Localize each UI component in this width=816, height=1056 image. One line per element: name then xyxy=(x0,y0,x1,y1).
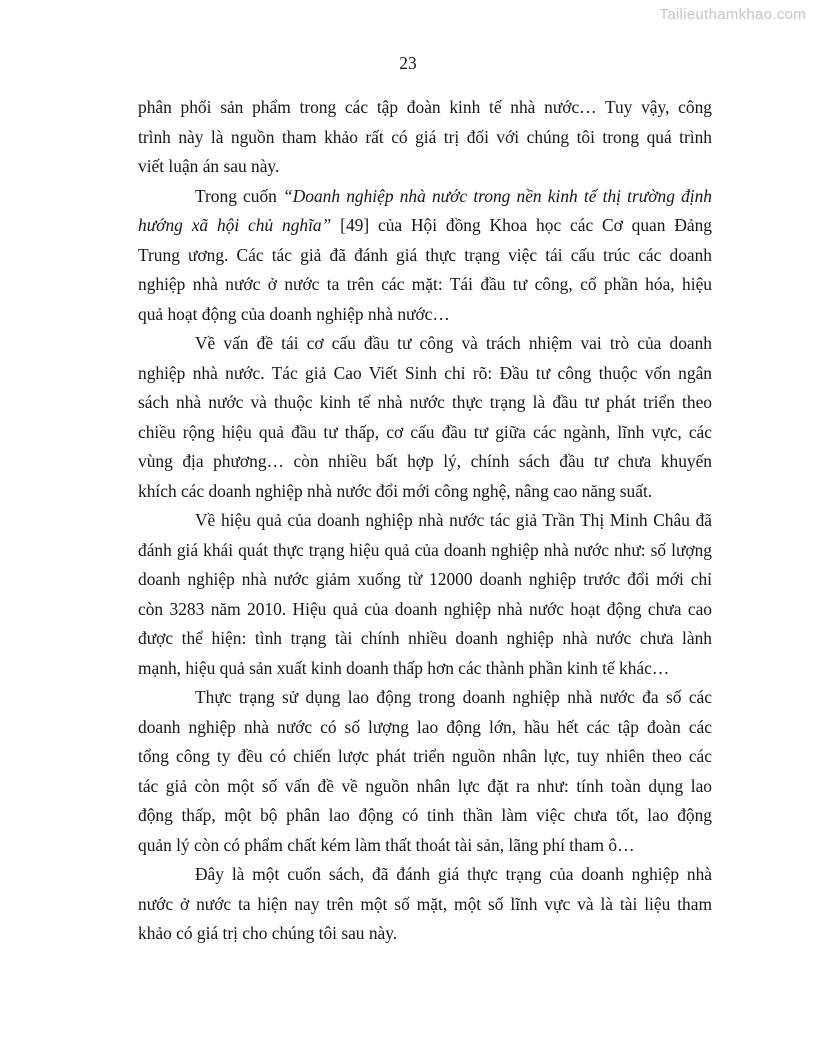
text-line xyxy=(138,182,712,212)
paragraph xyxy=(138,93,712,182)
document-body xyxy=(138,93,712,949)
italic-text-segment: “Doanh nghiệp nhà nước trong nền kinh tế thị trường định xyxy=(283,185,712,206)
text-segment: Về hiệu quả của doanh nghiệp nhà nước tác giả Trần Thị Minh Châu đã xyxy=(195,510,712,530)
text-segment: nghiệp nhà nước ở nước ta trên các mặt: Tái đầu tư công, cổ phần hóa, hiệu xyxy=(138,274,712,294)
paragraph xyxy=(138,182,712,330)
watermark-text: Tailieuthamkhao.com xyxy=(659,6,806,23)
text-segment: được thể hiện: tình trạng tài chính nhiều doanh nghiệp nhà nước chưa lành xyxy=(138,628,712,648)
text-segment: doanh nghiệp nhà nước giảm xuống từ 12000 doanh nghiệp trước đổi mới chỉ xyxy=(138,569,712,589)
text-line xyxy=(138,388,712,418)
text-segment: động thấp, một bộ phân lao động có tinh thần làm việc chưa tốt, lao động xyxy=(138,805,712,825)
text-segment: vùng địa phương… còn nhiều bất hợp lý, chính sách đầu tư chưa khuyến xyxy=(138,451,712,471)
text-segment: sách nhà nước và thuộc kinh tế nhà nước thực trạng là đầu tư phát triển theo xyxy=(138,392,712,412)
text-segment: nghiệp nhà nước. Tác giả Cao Viết Sinh chỉ rõ: Đầu tư công thuộc vốn ngân xyxy=(138,362,712,383)
text-segment: phân phối sản phẩm trong các tập đoàn kinh tế nhà nước… Tuy vậy, công xyxy=(138,97,712,117)
text-line xyxy=(138,831,712,861)
paragraph xyxy=(138,506,712,683)
text-segment: Về vấn đề tái cơ cấu đầu tư công và trách nhiệm vai trò của doanh xyxy=(195,333,712,353)
text-line xyxy=(138,713,712,743)
paragraph xyxy=(138,329,712,506)
paragraph xyxy=(138,683,712,860)
paragraph xyxy=(138,860,712,949)
text-segment: khích các doanh nghiệp nhà nước đổi mới công nghệ, nâng cao năng suất. xyxy=(138,480,653,501)
text-segment: Trong cuốn xyxy=(195,185,284,206)
text-line xyxy=(138,477,712,507)
text-segment: trình này là nguồn tham khảo rất có giá trị đối với chúng tôi trong quá trình xyxy=(138,126,712,147)
text-segment: Trung ương. Các tác giả đã đánh giá thực trạng việc tái cấu trúc các doanh xyxy=(138,244,712,265)
page-number: 23 xyxy=(399,53,417,73)
italic-text-segment: hướng xã hội chủ nghĩa” xyxy=(138,215,332,235)
text-segment: tác giả còn một số vấn đề về nguồn nhân lực đặt ra như: tính toàn dụng lao xyxy=(138,775,712,796)
text-segment: quả hoạt động của doanh nghiệp nhà nước… xyxy=(138,303,450,324)
text-line xyxy=(138,300,712,330)
text-segment: khảo có giá trị cho chúng tôi sau này. xyxy=(138,923,398,943)
text-line xyxy=(138,329,712,359)
text-segment: Thực trạng sử dụng lao động trong doanh nghiệp nhà nước đa số các xyxy=(195,687,712,707)
text-segment: Đây là một cuốn sách, đã đánh giá thực trạng của doanh nghiệp nhà xyxy=(195,864,712,884)
text-line xyxy=(138,270,712,300)
text-line xyxy=(138,93,712,123)
text-segment: chiều rộng hiệu quả đầu tư thấp, cơ cấu đầu tư giữa các ngành, lĩnh vực, các xyxy=(138,421,712,442)
text-segment: doanh nghiệp nhà nước có số lượng lao động lớn, hầu hết các tập đoàn các xyxy=(138,716,712,737)
text-line xyxy=(138,418,712,448)
text-line xyxy=(138,654,712,684)
text-line xyxy=(138,683,712,713)
text-segment: [49] của Hội đồng Khoa học các Cơ quan Đảng xyxy=(331,215,712,235)
text-line xyxy=(138,890,712,920)
text-line xyxy=(138,447,712,477)
text-line xyxy=(138,742,712,772)
text-line xyxy=(138,211,712,241)
text-segment: tổng công ty đều có chiến lược phát triển nguồn nhân lực, tuy nhiên theo các xyxy=(138,746,712,766)
text-line xyxy=(138,595,712,625)
text-line xyxy=(138,152,712,182)
text-line xyxy=(138,565,712,595)
text-line xyxy=(138,860,712,890)
text-line xyxy=(138,624,712,654)
text-segment: nước ở nước ta hiện nay trên một số mặt, một số lĩnh vực và là tài liệu tham xyxy=(138,893,712,914)
text-segment: đánh giá khái quát thực trạng hiệu quả của doanh nghiệp nhà nước như: số lượng xyxy=(138,539,712,560)
text-line xyxy=(138,919,712,949)
text-line xyxy=(138,801,712,831)
text-line xyxy=(138,506,712,536)
text-line xyxy=(138,772,712,802)
text-segment: còn 3283 năm 2010. Hiệu quả của doanh nghiệp nhà nước hoạt động chưa cao xyxy=(138,598,712,619)
text-line xyxy=(138,536,712,566)
text-segment: viết luận án sau này. xyxy=(138,156,280,176)
text-segment: quản lý còn có phẩm chất kém làm thất thoát tài sản, lãng phí tham ô… xyxy=(138,834,635,855)
text-line xyxy=(138,241,712,271)
text-line xyxy=(138,123,712,153)
text-segment: mạnh, hiệu quả sản xuất kinh doanh thấp hơn các thành phần kinh tế khác… xyxy=(138,657,670,678)
text-line xyxy=(138,359,712,389)
